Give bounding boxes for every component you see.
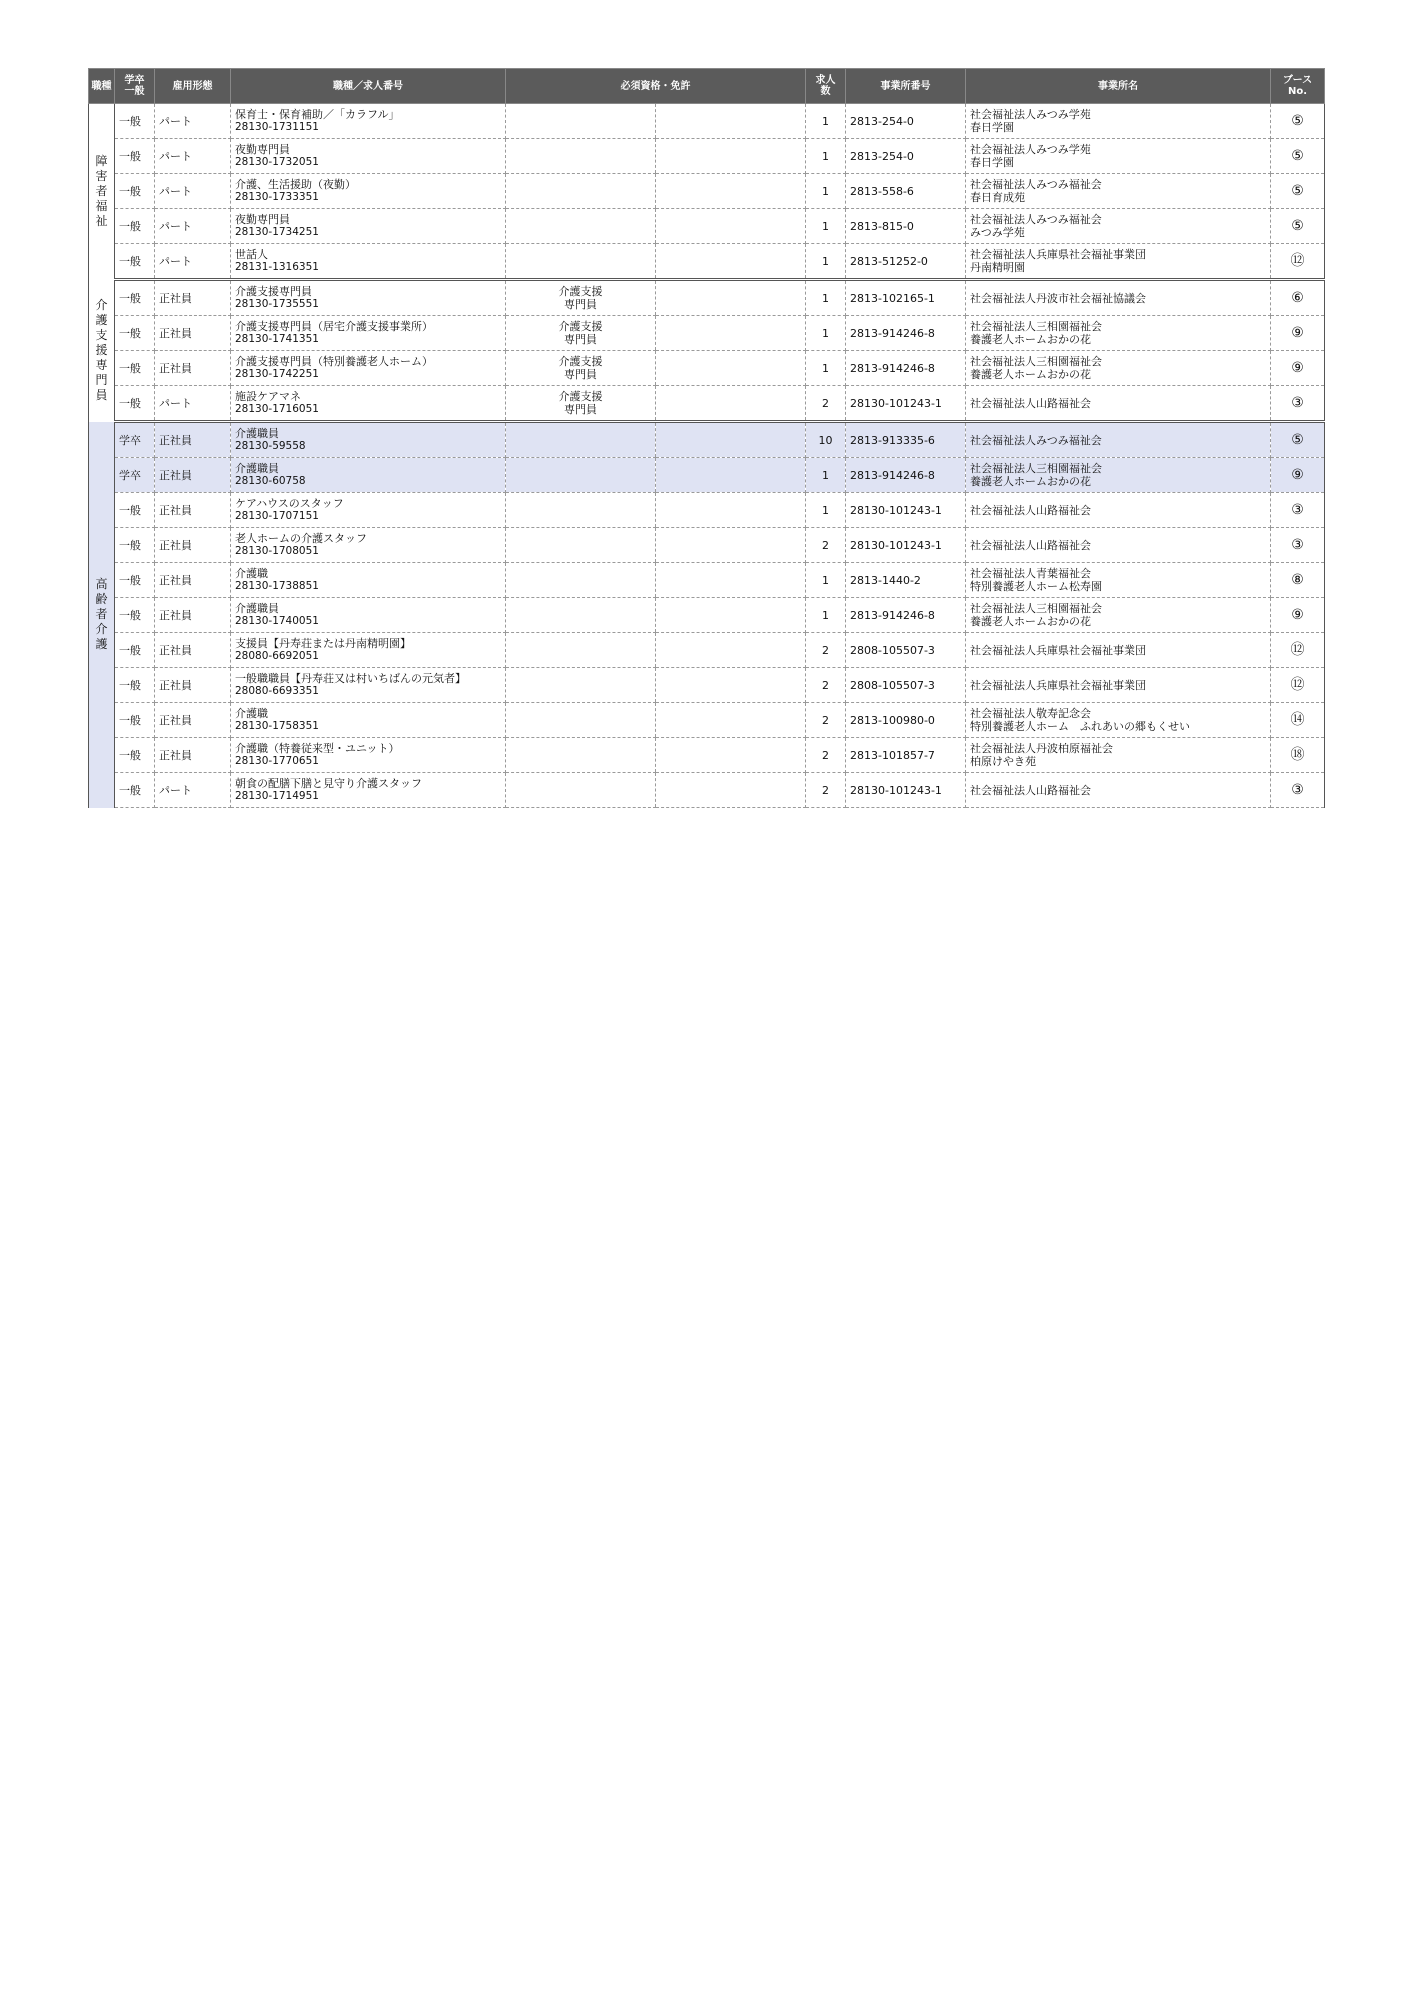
license-cell xyxy=(506,493,656,528)
count-cell: 1 xyxy=(806,458,846,493)
job-title: 一般職職員【丹寿荘又は村いちばんの元気者】 xyxy=(235,672,466,685)
employment-cell: パート xyxy=(155,244,231,280)
header-office-no: 事業所番号 xyxy=(846,69,966,104)
license-cell-extra xyxy=(656,528,806,563)
office-name: 社会福祉法人山路福祉会 xyxy=(970,503,1091,517)
office-name-cell xyxy=(966,738,1271,773)
employment-cell: 正社員 xyxy=(155,458,231,493)
employment-cell: パート xyxy=(155,209,231,244)
job-cell xyxy=(231,528,506,563)
office-name: 社会福祉法人敬寿記念会 xyxy=(970,707,1091,720)
booth-cell: ⑫ xyxy=(1271,668,1325,703)
job-number: 28130-60758 xyxy=(235,475,306,487)
count-cell: 2 xyxy=(806,703,846,738)
office-name: 社会福祉法人兵庫県社会福祉事業団 xyxy=(970,678,1146,692)
type-cell: 一般 xyxy=(115,598,155,633)
table-row xyxy=(89,174,1325,209)
office-number-cell: 2813-102165-1 xyxy=(846,280,966,316)
header-license: 必須資格・免許 xyxy=(506,69,806,104)
office-name: 社会福祉法人丹波柏原福祉会 xyxy=(970,742,1113,755)
count-cell: 2 xyxy=(806,668,846,703)
office-facility: 養護老人ホームおかの花 xyxy=(970,615,1091,628)
job-cell xyxy=(231,422,506,458)
license-cell xyxy=(506,209,656,244)
category-cell: 障 害 者 福 祉 xyxy=(89,104,115,280)
office-name: 社会福祉法人山路福祉会 xyxy=(970,396,1091,410)
office-name-cell xyxy=(966,351,1271,386)
booth-cell: ③ xyxy=(1271,773,1325,808)
job-number: 28130-1707151 xyxy=(235,510,319,522)
job-cell xyxy=(231,280,506,316)
office-name: 社会福祉法人三相園福祉会 xyxy=(970,355,1102,368)
job-number: 28130-59558 xyxy=(235,440,306,452)
employment-cell: パート xyxy=(155,174,231,209)
office-number-cell: 2813-913335-6 xyxy=(846,422,966,458)
job-cell xyxy=(231,174,506,209)
license-cell-extra xyxy=(656,598,806,633)
table-row xyxy=(89,351,1325,386)
job-listing-table xyxy=(88,68,1325,808)
job-cell xyxy=(231,139,506,174)
license-cell-extra xyxy=(656,668,806,703)
office-number-cell: 2813-101857-7 xyxy=(846,738,966,773)
license-cell xyxy=(506,773,656,808)
table-row xyxy=(89,316,1325,351)
office-number-cell: 2813-100980-0 xyxy=(846,703,966,738)
job-cell xyxy=(231,386,506,422)
license-cell-extra xyxy=(656,209,806,244)
job-table-body xyxy=(89,104,1325,808)
employment-cell: 正社員 xyxy=(155,738,231,773)
license-cell xyxy=(506,563,656,598)
office-facility: 春日育成苑 xyxy=(970,191,1025,204)
count-cell: 1 xyxy=(806,563,846,598)
booth-cell: ⑱ xyxy=(1271,738,1325,773)
office-name: 社会福祉法人みつみ福祉会 xyxy=(970,178,1102,191)
office-number-cell: 28130-101243-1 xyxy=(846,386,966,422)
office-name-cell xyxy=(966,598,1271,633)
count-cell: 2 xyxy=(806,633,846,668)
table-row xyxy=(89,493,1325,528)
employment-cell: 正社員 xyxy=(155,528,231,563)
type-cell: 一般 xyxy=(115,528,155,563)
type-cell: 一般 xyxy=(115,280,155,316)
table-row xyxy=(89,773,1325,808)
license-cell xyxy=(506,458,656,493)
table-row xyxy=(89,598,1325,633)
job-number: 28130-1742251 xyxy=(235,368,319,380)
license-cell xyxy=(506,174,656,209)
job-title: 朝食の配膳下膳と見守り介護スタッフ xyxy=(235,777,422,790)
type-cell: 一般 xyxy=(115,139,155,174)
office-facility: 養護老人ホームおかの花 xyxy=(970,333,1091,346)
office-number-cell: 2813-51252-0 xyxy=(846,244,966,280)
count-cell: 1 xyxy=(806,280,846,316)
booth-cell: ⑥ xyxy=(1271,280,1325,316)
count-cell: 2 xyxy=(806,773,846,808)
employment-cell: 正社員 xyxy=(155,563,231,598)
category-cell: 高 齢 者 介 護 xyxy=(89,422,115,808)
office-name-cell xyxy=(966,316,1271,351)
office-name-cell xyxy=(966,773,1271,808)
employment-cell: パート xyxy=(155,104,231,139)
booth-cell: ⑨ xyxy=(1271,598,1325,633)
office-number-cell: 2813-914246-8 xyxy=(846,316,966,351)
booth-cell: ⑨ xyxy=(1271,458,1325,493)
employment-cell: 正社員 xyxy=(155,280,231,316)
table-row xyxy=(89,668,1325,703)
office-name-cell xyxy=(966,422,1271,458)
office-number-cell: 2808-105507-3 xyxy=(846,668,966,703)
booth-cell: ⑤ xyxy=(1271,104,1325,139)
job-cell xyxy=(231,104,506,139)
license-cell: 介護支援 専門員 xyxy=(506,280,656,316)
job-number: 28130-1732051 xyxy=(235,156,319,168)
office-number-cell: 2813-254-0 xyxy=(846,139,966,174)
job-number: 28131-1316351 xyxy=(235,261,319,273)
license-cell-extra xyxy=(656,139,806,174)
license-cell-extra xyxy=(656,280,806,316)
booth-cell: ⑤ xyxy=(1271,139,1325,174)
office-number-cell: 2813-254-0 xyxy=(846,104,966,139)
employment-cell: 正社員 xyxy=(155,493,231,528)
type-cell: 一般 xyxy=(115,351,155,386)
count-cell: 2 xyxy=(806,528,846,563)
count-cell: 2 xyxy=(806,386,846,422)
employment-cell: 正社員 xyxy=(155,316,231,351)
job-cell xyxy=(231,738,506,773)
job-number: 28130-1714951 xyxy=(235,790,319,802)
count-cell: 1 xyxy=(806,316,846,351)
employment-cell: 正社員 xyxy=(155,633,231,668)
job-number: 28130-1734251 xyxy=(235,226,319,238)
booth-cell: ⑤ xyxy=(1271,174,1325,209)
count-cell: 2 xyxy=(806,738,846,773)
booth-cell: ③ xyxy=(1271,528,1325,563)
license-cell xyxy=(506,633,656,668)
table-header-row xyxy=(89,69,1325,104)
table-row xyxy=(89,139,1325,174)
job-title: 介護職 xyxy=(235,567,268,580)
booth-cell: ⑫ xyxy=(1271,244,1325,280)
job-number: 28130-1740051 xyxy=(235,615,319,627)
booth-cell: ⑧ xyxy=(1271,563,1325,598)
office-name: 社会福祉法人兵庫県社会福祉事業団 xyxy=(970,248,1146,261)
office-name-cell xyxy=(966,563,1271,598)
office-name: 社会福祉法人みつみ福祉会 xyxy=(970,213,1102,226)
type-cell: 一般 xyxy=(115,316,155,351)
job-cell xyxy=(231,773,506,808)
job-number: 28130-1735551 xyxy=(235,298,319,310)
office-name-cell xyxy=(966,493,1271,528)
license-cell xyxy=(506,139,656,174)
job-title: 介護職員 xyxy=(235,462,279,475)
type-cell: 一般 xyxy=(115,633,155,668)
office-number-cell: 2813-914246-8 xyxy=(846,351,966,386)
license-cell-extra xyxy=(656,386,806,422)
job-number: 28130-1741351 xyxy=(235,333,319,345)
employment-cell: パート xyxy=(155,386,231,422)
license-cell: 介護支援 専門員 xyxy=(506,351,656,386)
office-facility: 丹南精明園 xyxy=(970,261,1025,274)
job-title: ケアハウスのスタッフ xyxy=(235,497,344,510)
office-number-cell: 2813-914246-8 xyxy=(846,458,966,493)
office-number-cell: 2813-558-6 xyxy=(846,174,966,209)
office-facility: 春日学園 xyxy=(970,156,1014,169)
table-row xyxy=(89,633,1325,668)
category-cell: 介 護 支 援 専 門 員 xyxy=(89,280,115,422)
booth-cell: ⑤ xyxy=(1271,422,1325,458)
license-cell xyxy=(506,703,656,738)
employment-cell: 正社員 xyxy=(155,422,231,458)
employment-cell: 正社員 xyxy=(155,598,231,633)
job-title: 介護支援専門員 xyxy=(235,285,312,298)
type-cell: 一般 xyxy=(115,209,155,244)
license-cell-extra xyxy=(656,738,806,773)
job-number: 28130-1738851 xyxy=(235,580,319,592)
license-cell xyxy=(506,528,656,563)
office-number-cell: 2813-914246-8 xyxy=(846,598,966,633)
job-cell xyxy=(231,351,506,386)
count-cell: 10 xyxy=(806,422,846,458)
office-name: 社会福祉法人青葉福祉会 xyxy=(970,567,1091,580)
office-facility: 養護老人ホームおかの花 xyxy=(970,475,1091,488)
type-cell: 一般 xyxy=(115,668,155,703)
office-name: 社会福祉法人みつみ学苑 xyxy=(970,108,1091,121)
license-cell-extra xyxy=(656,351,806,386)
table-row xyxy=(89,563,1325,598)
employment-cell: 正社員 xyxy=(155,703,231,738)
job-title: 介護職員 xyxy=(235,427,279,440)
job-cell xyxy=(231,244,506,280)
table-row xyxy=(89,104,1325,139)
office-name: 社会福祉法人みつみ学苑 xyxy=(970,143,1091,156)
office-name-cell xyxy=(966,703,1271,738)
table-row xyxy=(89,458,1325,493)
job-cell xyxy=(231,598,506,633)
header-employment: 雇用形態 xyxy=(155,69,231,104)
type-cell: 一般 xyxy=(115,563,155,598)
job-cell xyxy=(231,493,506,528)
license-cell xyxy=(506,738,656,773)
license-cell: 介護支援 専門員 xyxy=(506,316,656,351)
office-number-cell: 2813-815-0 xyxy=(846,209,966,244)
job-title: 介護支援専門員（居宅介護支援事業所） xyxy=(235,320,433,333)
license-cell-extra xyxy=(656,563,806,598)
office-name-cell xyxy=(966,386,1271,422)
count-cell: 1 xyxy=(806,244,846,280)
job-title: 介護支援専門員（特別養護老人ホーム） xyxy=(235,355,433,368)
office-facility: 春日学園 xyxy=(970,121,1014,134)
office-name: 社会福祉法人兵庫県社会福祉事業団 xyxy=(970,643,1146,657)
license-cell-extra xyxy=(656,316,806,351)
type-cell: 一般 xyxy=(115,244,155,280)
office-number-cell: 28130-101243-1 xyxy=(846,493,966,528)
office-name-cell xyxy=(966,528,1271,563)
office-facility: 特別養護老人ホーム ふれあいの郷もくせい xyxy=(970,720,1190,733)
office-name: 社会福祉法人みつみ福祉会 xyxy=(970,433,1102,447)
header-category: 職種 xyxy=(89,69,115,104)
header-type: 学卒 一般 xyxy=(115,69,155,104)
office-facility: 養護老人ホームおかの花 xyxy=(970,368,1091,381)
license-cell: 介護支援 専門員 xyxy=(506,386,656,422)
header-office-name: 事業所名 xyxy=(966,69,1271,104)
office-name-cell xyxy=(966,104,1271,139)
job-number: 28130-1733351 xyxy=(235,191,319,203)
table-row xyxy=(89,280,1325,316)
booth-cell: ⑨ xyxy=(1271,316,1325,351)
count-cell: 1 xyxy=(806,209,846,244)
office-name: 社会福祉法人三相園福祉会 xyxy=(970,462,1102,475)
booth-cell: ⑤ xyxy=(1271,209,1325,244)
license-cell-extra xyxy=(656,773,806,808)
type-cell: 学卒 xyxy=(115,458,155,493)
count-cell: 1 xyxy=(806,104,846,139)
job-number: 28130-1716051 xyxy=(235,403,319,415)
table-row xyxy=(89,703,1325,738)
job-title: 老人ホームの介護スタッフ xyxy=(235,532,367,545)
job-title: 世話人 xyxy=(235,248,268,261)
office-name-cell xyxy=(966,139,1271,174)
office-name-cell xyxy=(966,633,1271,668)
office-name-cell xyxy=(966,280,1271,316)
office-name-cell xyxy=(966,668,1271,703)
type-cell: 一般 xyxy=(115,703,155,738)
job-number: 28080-6692051 xyxy=(235,650,319,662)
job-title: 夜勤専門員 xyxy=(235,213,290,226)
booth-cell: ③ xyxy=(1271,386,1325,422)
job-cell xyxy=(231,633,506,668)
employment-cell: 正社員 xyxy=(155,668,231,703)
header-booth: ブース No. xyxy=(1271,69,1325,104)
job-number: 28080-6693351 xyxy=(235,685,319,697)
job-title: 介護、生活援助（夜勤） xyxy=(235,178,356,191)
office-name-cell xyxy=(966,174,1271,209)
office-name-cell xyxy=(966,458,1271,493)
job-number: 28130-1708051 xyxy=(235,545,319,557)
job-title: 施設ケアマネ xyxy=(235,390,301,403)
job-cell xyxy=(231,563,506,598)
office-facility: 柏原けやき苑 xyxy=(970,755,1036,768)
job-title: 夜勤専門員 xyxy=(235,143,290,156)
office-name: 社会福祉法人三相園福祉会 xyxy=(970,602,1102,615)
job-cell xyxy=(231,209,506,244)
employment-cell: 正社員 xyxy=(155,351,231,386)
header-count: 求人 数 xyxy=(806,69,846,104)
job-title: 保育士・保育補助／「カラフル」 xyxy=(235,108,400,121)
office-name-cell xyxy=(966,244,1271,280)
license-cell-extra xyxy=(656,703,806,738)
job-cell xyxy=(231,703,506,738)
license-cell xyxy=(506,422,656,458)
type-cell: 学卒 xyxy=(115,422,155,458)
employment-cell: パート xyxy=(155,139,231,174)
office-name: 社会福祉法人丹波市社会福祉協議会 xyxy=(970,291,1146,305)
table-row xyxy=(89,386,1325,422)
office-name: 社会福祉法人山路福祉会 xyxy=(970,783,1091,797)
table-row xyxy=(89,528,1325,563)
license-cell xyxy=(506,244,656,280)
license-cell-extra xyxy=(656,458,806,493)
booth-cell: ⑫ xyxy=(1271,633,1325,668)
license-cell xyxy=(506,598,656,633)
office-name: 社会福祉法人山路福祉会 xyxy=(970,538,1091,552)
type-cell: 一般 xyxy=(115,738,155,773)
office-number-cell: 28130-101243-1 xyxy=(846,528,966,563)
license-cell-extra xyxy=(656,422,806,458)
type-cell: 一般 xyxy=(115,174,155,209)
count-cell: 1 xyxy=(806,174,846,209)
license-cell xyxy=(506,104,656,139)
license-cell-extra xyxy=(656,174,806,209)
table-row xyxy=(89,738,1325,773)
type-cell: 一般 xyxy=(115,773,155,808)
office-name-cell xyxy=(966,209,1271,244)
booth-cell: ⑭ xyxy=(1271,703,1325,738)
booth-cell: ③ xyxy=(1271,493,1325,528)
license-cell-extra xyxy=(656,633,806,668)
type-cell: 一般 xyxy=(115,104,155,139)
job-title: 介護職 xyxy=(235,707,268,720)
office-number-cell: 2813-1440-2 xyxy=(846,563,966,598)
job-cell xyxy=(231,668,506,703)
license-cell xyxy=(506,668,656,703)
job-title: 支援員【丹寿荘または丹南精明園】 xyxy=(235,637,411,650)
job-number: 28130-1758351 xyxy=(235,720,319,732)
office-number-cell: 2808-105507-3 xyxy=(846,633,966,668)
job-title: 介護職（特養従来型・ユニット） xyxy=(235,742,400,755)
type-cell: 一般 xyxy=(115,386,155,422)
office-number-cell: 28130-101243-1 xyxy=(846,773,966,808)
office-name: 社会福祉法人三相園福祉会 xyxy=(970,320,1102,333)
office-facility: 特別養護老人ホーム松寿園 xyxy=(970,580,1102,593)
license-cell-extra xyxy=(656,104,806,139)
type-cell: 一般 xyxy=(115,493,155,528)
job-cell xyxy=(231,458,506,493)
table-row xyxy=(89,422,1325,458)
license-cell-extra xyxy=(656,244,806,280)
job-cell xyxy=(231,316,506,351)
job-title: 介護職員 xyxy=(235,602,279,615)
office-facility: みつみ学苑 xyxy=(970,226,1025,239)
job-number: 28130-1770651 xyxy=(235,755,319,767)
count-cell: 1 xyxy=(806,139,846,174)
count-cell: 1 xyxy=(806,598,846,633)
count-cell: 1 xyxy=(806,351,846,386)
job-number: 28130-1731151 xyxy=(235,121,319,133)
employment-cell: パート xyxy=(155,773,231,808)
table-row xyxy=(89,244,1325,280)
booth-cell: ⑨ xyxy=(1271,351,1325,386)
count-cell: 1 xyxy=(806,493,846,528)
table-row xyxy=(89,209,1325,244)
header-job: 職種／求人番号 xyxy=(231,69,506,104)
license-cell-extra xyxy=(656,493,806,528)
